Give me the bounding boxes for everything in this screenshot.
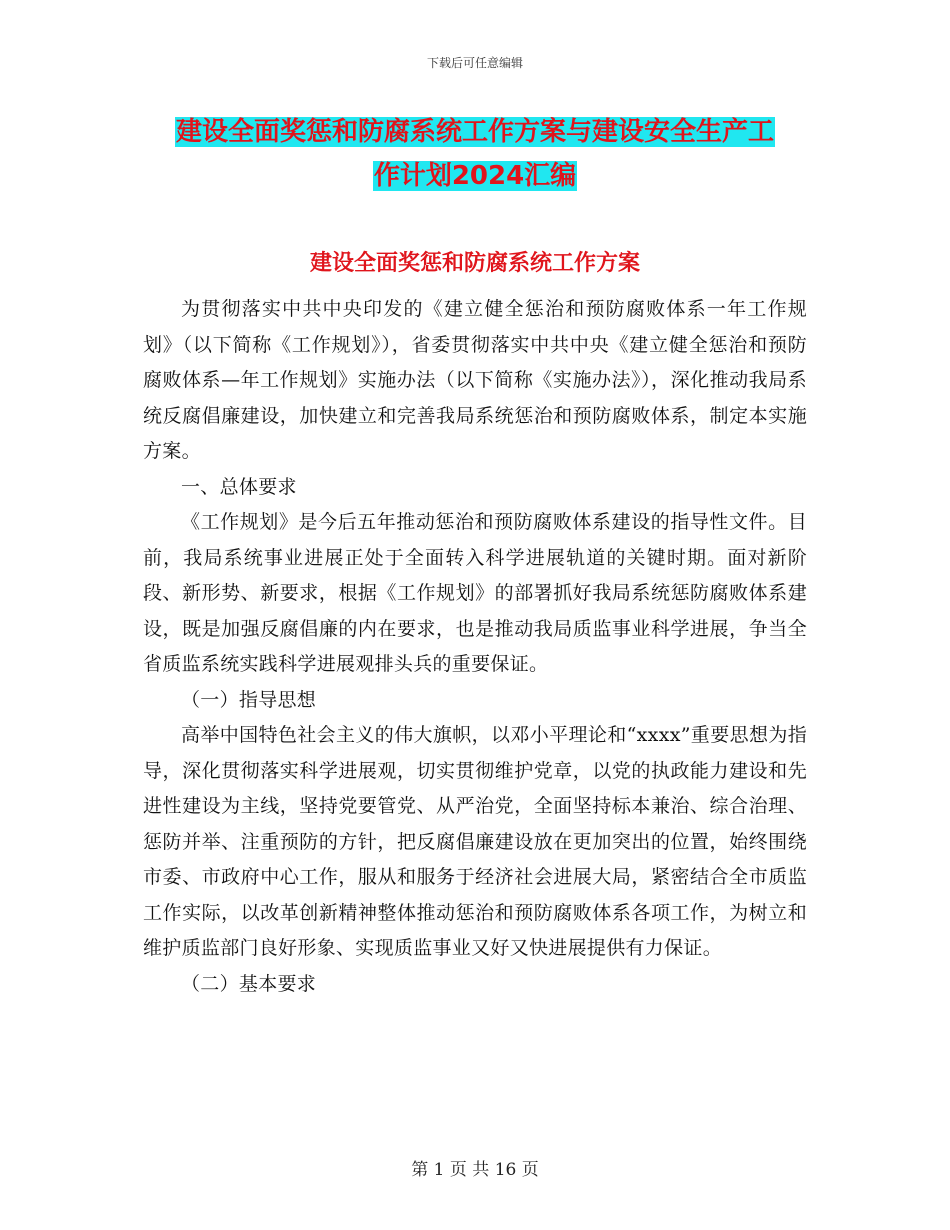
heading-general-requirements: 一、总体要求 [181,475,297,498]
body-text [143,292,807,1002]
heading-guiding-ideology: （一）指导思想 [181,688,317,711]
header-note: 下载后可任意编辑 [426,56,523,70]
paragraph-work-plan: 《工作规划》是今后五年推动惩治和预防腐败体系建设的指导性文件。目前，我局系统事业进展正处于全面转入科学进展轨道的关键时期。面对新阶段、新形势、新要求，根据《工作规划》的部署抓好我局系统惩防腐败体系建设，既是加强反腐倡廉的内在要求，也是推动我局质监事业科学进展，争当全省质监系统实践科学进展观排头兵的重要保证。 [143,511,807,675]
document-title-line-2: 作计划2024汇编 [373,161,577,191]
document-title-line-1: 建设全面奖惩和防腐系统工作方案与建设安全生产工 [175,117,774,147]
heading-basic-requirements: （二）基本要求 [181,972,317,995]
document-title [140,110,810,198]
section-title: 建设全面奖惩和防腐系统工作方案 [309,251,640,276]
paragraph-intro: 为贯彻落实中共中央印发的《建立健全惩治和预防腐败体系一年工作规划》（以下简称《工作规划》），省委贯彻落实中共中央《建立健全惩治和预防腐败体系—年工作规划》实施办法（以下简称《实施办法》），深化推动我局系统反腐倡廉建设，加快建立和完善我局系统惩治和预防腐败体系，制定本实施方案。 [143,298,807,462]
page-footer: 第 1 页 共 16 页 [411,1160,539,1180]
paragraph-guiding-ideology: 高举中国特色社会主义的伟大旗帜，以邓小平理论和“xxxx”重要思想为指导，深化贯彻落实科学进展观，切实贯彻维护党章，以党的执政能力建设和先进性建设为主线，坚持党要管党、从严治党，全面坚持标本兼治、综合治理、惩防并举、注重预防的方针，把反腐倡廉建设放在更加突出的位置，始终围绕市委、市政府中心工作，服从和服务于经济社会进展大局，紧密结合全市质监工作实际，以改革创新精神整体推动惩治和预防腐败体系各项工作，为树立和维护质监部门良好形象、实现质监事业又好又快进展提供有力保证。 [143,724,807,959]
